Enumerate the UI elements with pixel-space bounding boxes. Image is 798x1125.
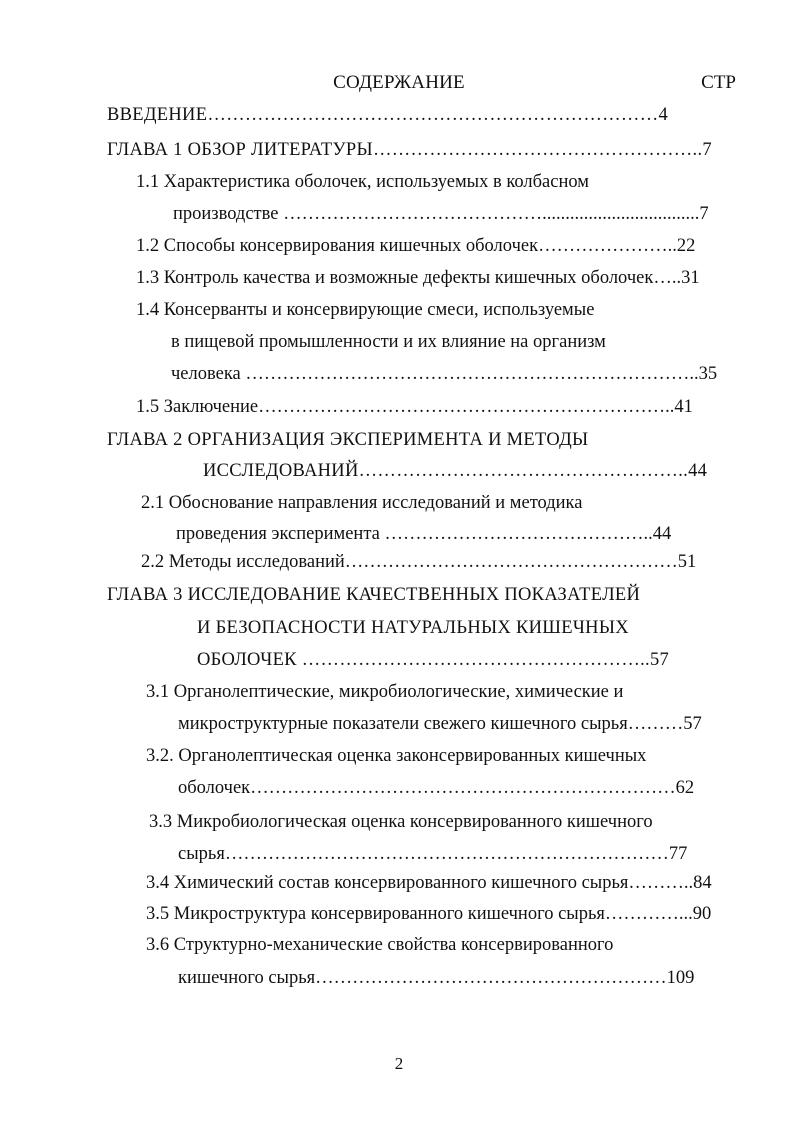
toc-entry-3-2: 3.2. Органолептическая оценка законсервированных кишечных: [146, 746, 647, 766]
toc-entry-1-3: 1.3 Контроль качества и возможные дефекты кишечных оболочек…..31: [136, 268, 700, 288]
toc-entry-1-1: 1.1 Характеристика оболочек, используемых в колбасном: [136, 172, 589, 192]
toc-entry-2-1: 2.1 Обоснование направления исследований и методика: [141, 493, 583, 513]
toc-entry-chapter-3-cont-b: ОБОЛОЧЕК ………………………………………………..57: [197, 650, 670, 670]
page-column-label: СТР: [701, 72, 736, 93]
toc-entry-chapter-3-cont-a: И БЕЗОПАСНОСТИ НАТУРАЛЬНЫХ КИШЕЧНЫХ: [197, 618, 629, 638]
toc-entry-chapter-1: ГЛАВА 1 ОБЗОР ЛИТЕРАТУРЫ……………………………………………..7: [107, 140, 712, 160]
toc-entry-3-2-cont: оболочек……………………………………………………………62: [178, 778, 695, 798]
toc-entry-introduction: ВВЕДЕНИЕ………………………………………………………………4: [107, 105, 669, 125]
toc-entry-3-1: 3.1 Органолептические, микробиологические, химические и: [146, 682, 624, 702]
toc-entry-chapter-2-cont: ИССЛЕДОВАНИЙ……………………………………………..44: [203, 461, 708, 481]
toc-entry-2-2: 2.2 Методы исследований………………………………………………51: [141, 552, 697, 572]
toc-entry-1-4-cont-b: человека ………………………………………………………………..35: [171, 364, 718, 384]
page-number: 2: [394, 1054, 404, 1073]
toc-entry-3-5: 3.5 Микроструктура консервированного кишечного сырья…………...90: [146, 904, 712, 924]
toc-entry-chapter-3: ГЛАВА 3 ИССЛЕДОВАНИЕ КАЧЕСТВЕННЫХ ПОКАЗАТЕЛЕЙ: [107, 585, 641, 605]
toc-entry-3-1-cont: микроструктурные показатели свежего кишечного сырья………57: [178, 714, 702, 734]
toc-entry-2-1-cont: проведения эксперимента ……………………………………..44: [176, 524, 672, 544]
toc-entry-3-3-cont: сырья………………………………………………………………77: [178, 844, 688, 864]
toc-entry-1-4: 1.4 Консерванты и консервирующие смеси, используемые: [136, 300, 595, 320]
toc-entry-chapter-2: ГЛАВА 2 ОРГАНИЗАЦИЯ ЭКСПЕРИМЕНТА И МЕТОДЫ: [107, 430, 589, 450]
toc-entry-1-2: 1.2 Способы консервирования кишечных оболочек…………………..22: [136, 236, 696, 256]
page-title: СОДЕРЖАНИЕ: [333, 72, 465, 93]
toc-entry-3-3: 3.3 Микробиологическая оценка консервированного кишечного: [149, 812, 653, 832]
toc-entry-3-6: 3.6 Структурно-механические свойства консервированного: [146, 935, 614, 955]
toc-entry-1-4-cont-a: в пищевой промышленности и их влияние на организм: [171, 332, 606, 352]
toc-entry-1-5: 1.5 Заключение…………………………………………………………..41: [136, 397, 693, 417]
toc-entry-3-4: 3.4 Химический состав консервированного кишечного сырья………..84: [146, 873, 712, 893]
toc-entry-3-6-cont: кишечного сырья…………………………………………………109: [178, 968, 695, 988]
toc-entry-1-1-cont: производстве ……………………………………..................................7: [173, 204, 709, 224]
